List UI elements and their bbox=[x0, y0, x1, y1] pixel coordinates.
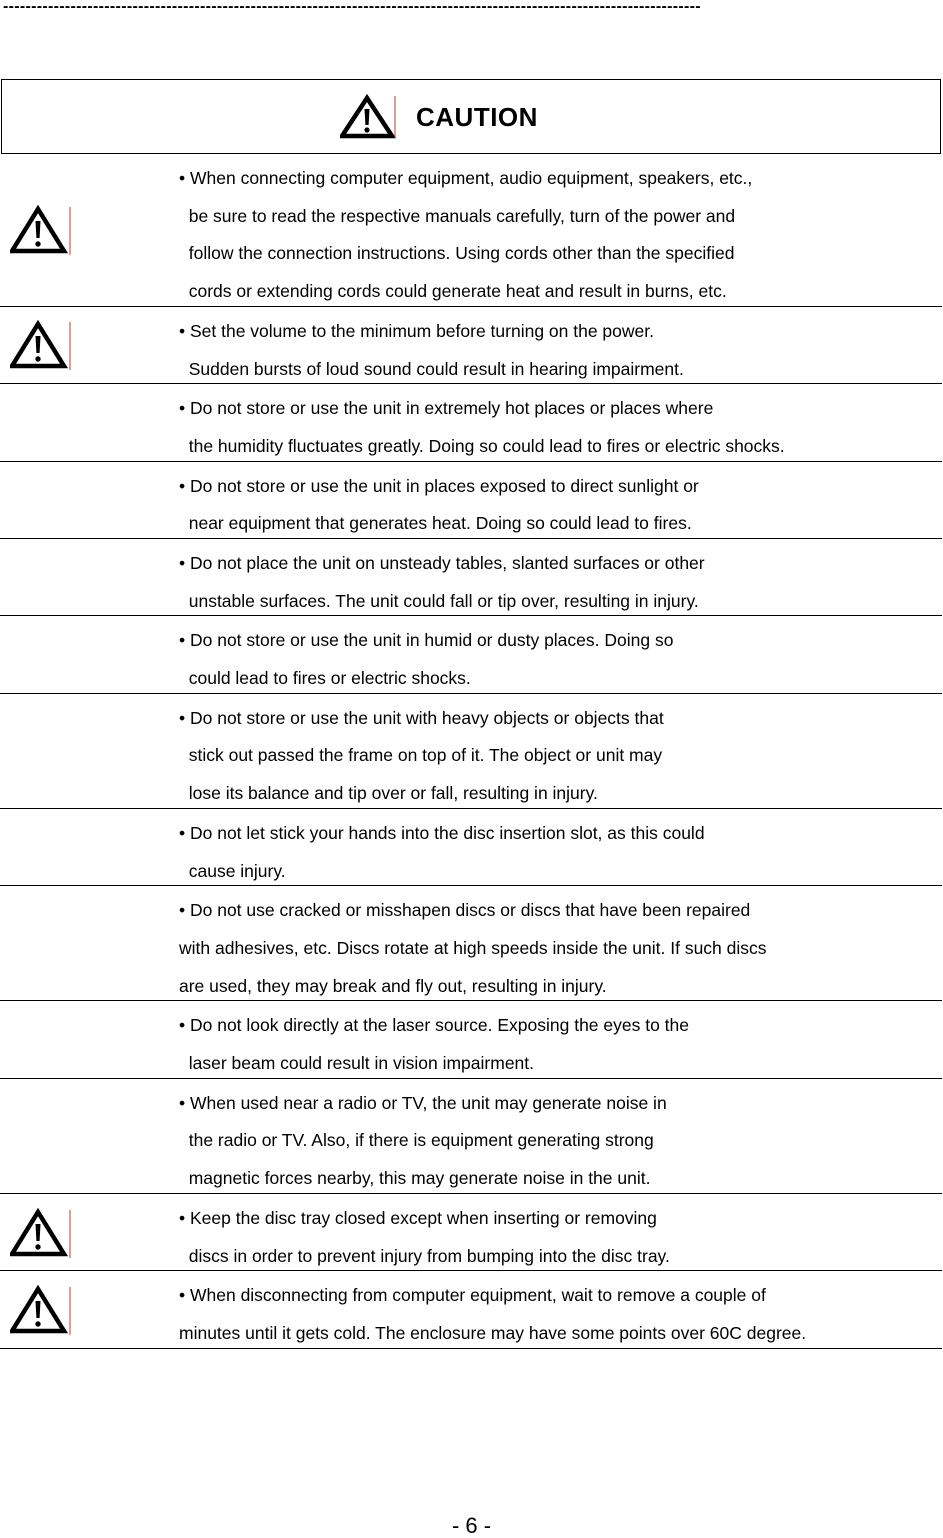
warning-triangle-icon bbox=[10, 318, 72, 372]
caution-text-line: • Do not store or use the unit in humid or dusty places. Doing so bbox=[179, 630, 674, 651]
caution-text-line: near equipment that generates heat. Doing so could lead to fires. bbox=[179, 513, 692, 534]
caution-text-line: • When disconnecting from computer equipment, wait to remove a couple of bbox=[179, 1285, 766, 1306]
caution-text-line: discs in order to prevent injury from bumping into the disc tray. bbox=[179, 1245, 670, 1266]
caution-item bbox=[0, 809, 942, 886]
caution-item bbox=[0, 616, 942, 693]
caution-text bbox=[179, 545, 705, 620]
caution-header bbox=[1, 79, 941, 154]
caution-text-line: stick out passed the frame on top of it. The object or unit may bbox=[179, 745, 663, 766]
caution-text bbox=[179, 390, 785, 465]
caution-item bbox=[0, 462, 942, 539]
caution-text-line: • When used near a radio or TV, the unit may generate noise in bbox=[179, 1092, 667, 1113]
caution-text-line: • Keep the disc tray closed except when inserting or removing bbox=[179, 1207, 657, 1228]
caution-text-line: • Do not use cracked or misshapen discs or discs that have been repaired bbox=[179, 900, 751, 921]
caution-text-line: cords or extending cords could generate heat and result in burns, etc. bbox=[179, 281, 727, 302]
caution-item bbox=[0, 694, 942, 809]
caution-text-line: are used, they may break and fly out, resulting in injury. bbox=[179, 975, 607, 996]
caution-list bbox=[0, 154, 942, 1349]
caution-text-line: with adhesives, etc. Discs rotate at high speeds inside the unit. If such discs bbox=[179, 937, 767, 958]
caution-text-line: • Do not store or use the unit in extremely hot places or places where bbox=[179, 398, 714, 419]
warning-triangle-icon bbox=[340, 94, 396, 140]
warning-triangle-icon bbox=[10, 1206, 72, 1260]
caution-item bbox=[0, 384, 942, 461]
caution-text-line: • Do not let stick your hands into the disc insertion slot, as this could bbox=[179, 822, 705, 843]
caution-text bbox=[179, 1277, 806, 1352]
caution-text-line: lose its balance and tip over or fall, resulting in injury. bbox=[179, 783, 598, 804]
caution-text-line: • Do not store or use the unit with heavy objects or objects that bbox=[179, 707, 664, 728]
caution-text-line: unstable surfaces. The unit could fall or tip over, resulting in injury. bbox=[179, 590, 699, 611]
caution-text bbox=[179, 815, 705, 890]
warning-triangle-icon bbox=[10, 1283, 72, 1337]
caution-item bbox=[0, 886, 942, 1001]
caution-text-line: the radio or TV. Also, if there is equipment generating strong bbox=[179, 1130, 654, 1151]
caution-text bbox=[179, 313, 684, 388]
caution-item bbox=[0, 307, 942, 384]
caution-text bbox=[179, 1200, 670, 1275]
caution-text bbox=[179, 1007, 689, 1082]
caution-item bbox=[0, 539, 942, 616]
caution-text-line: • Do not place the unit on unsteady tables, slanted surfaces or other bbox=[179, 552, 705, 573]
caution-text-line: • Set the volume to the minimum before turning on the power. bbox=[179, 320, 654, 341]
caution-text bbox=[179, 700, 664, 813]
caution-item bbox=[0, 1271, 942, 1348]
caution-text-line: • Do not look directly at the laser source. Exposing the eyes to the bbox=[179, 1015, 690, 1036]
caution-text-line: Sudden bursts of loud sound could result in hearing impairment. bbox=[179, 358, 684, 379]
caution-text-line: • When connecting computer equipment, audio equipment, speakers, etc., bbox=[179, 168, 753, 188]
caution-text bbox=[179, 892, 767, 1005]
caution-text-line: minutes until it gets cold. The enclosure may have some points over 60C degree. bbox=[179, 1322, 807, 1343]
caution-text bbox=[179, 622, 673, 697]
caution-text bbox=[179, 160, 752, 311]
caution-text-line: be sure to read the respective manuals carefully, turn of the power and bbox=[179, 205, 736, 226]
caution-text-line: could lead to fires or electric shocks. bbox=[179, 668, 471, 689]
warning-triangle-icon bbox=[10, 203, 72, 257]
caution-item bbox=[0, 1079, 942, 1194]
caution-text-line: the humidity fluctuates greatly. Doing so could lead to fires or electric shocks. bbox=[179, 435, 785, 456]
dashed-rule: ---------------------------------------------------------------------------------------------------------------------------- bbox=[3, 0, 701, 14]
caution-title: CAUTION bbox=[416, 102, 538, 132]
page-number: - 6 - bbox=[451, 1513, 492, 1538]
caution-text bbox=[179, 468, 699, 543]
caution-text-line: cause injury. bbox=[179, 860, 286, 881]
caution-text bbox=[179, 1085, 667, 1198]
caution-text-line: follow the connection instructions. Using cords other than the specified bbox=[179, 243, 735, 264]
caution-item bbox=[0, 154, 942, 307]
caution-item bbox=[0, 1194, 942, 1271]
caution-text-line: • Do not store or use the unit in places exposed to direct sunlight or bbox=[179, 475, 699, 496]
caution-text-line: magnetic forces nearby, this may generate noise in the unit. bbox=[179, 1168, 651, 1189]
caution-item bbox=[0, 1001, 942, 1078]
caution-text-line: laser beam could result in vision impairment. bbox=[179, 1053, 535, 1074]
